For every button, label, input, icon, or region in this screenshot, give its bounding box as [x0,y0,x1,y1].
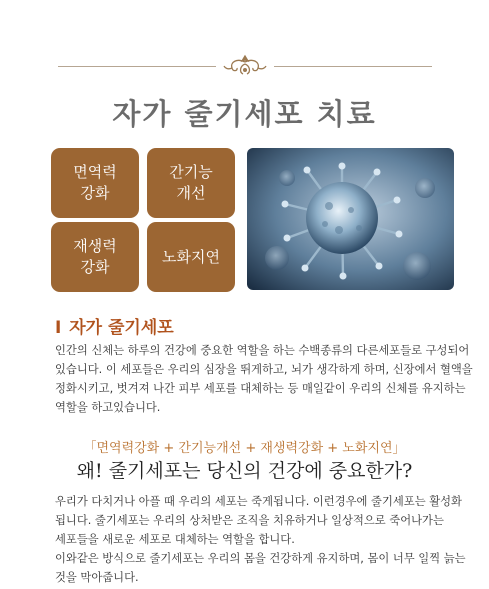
tile-label: 간기능 [169,163,213,181]
body-paragraph [55,492,466,587]
tile-label: 개선 [176,184,206,202]
tile-label: 면역력 [73,163,117,181]
paragraph-line: 것을 막아줍니다. [55,571,139,584]
tile-label: 재생력 [73,237,117,255]
ornament-line-right [274,66,432,67]
benefits-tagline: 「면역력강화 + 간기능개선 + 재생력강화 + 노화지연」 [83,441,406,456]
tile-label: 강화 [80,258,110,276]
floral-ornament-icon [222,52,268,80]
tile-immunity [51,148,139,218]
tile-label: 노화지연 [162,247,220,266]
paragraph-line: 인간의 신체는 하루의 건강에 중요한 역할을 하는 수백종류의 다른세포들로 구성되어 [55,344,470,357]
paragraph-line: 이와같은 방식으로 줄기세포는 우리의 몸을 건강하게 유지하며, 몸이 너무 일찍 늙는 [55,552,466,565]
paragraph-line: 역할을 하고있습니다. [55,401,161,414]
ornament-line-left [58,66,216,67]
paragraph-line: 됩니다. 줄기세포는 우리의 상처받은 조직을 치유하거나 일상적으로 죽어나가는 [55,514,444,527]
page-title: 자가 줄기세포 치료 [112,97,377,131]
section-title-text: 자가 줄기세포 [69,318,174,338]
virus-cell-image [247,148,454,290]
tile-anti-aging [147,222,235,292]
paragraph-line: 정화시키고, 벗겨져 나간 피부 세포를 대체하는 등 매일같이 우리의 신체를 유지하는 [55,382,466,395]
question-headline: 왜! 줄기세포는 당신의 건강에 중요한가? [76,460,413,482]
tile-liver [147,148,235,218]
paragraph-line: 있습니다. 이 세포들은 우리의 심장을 뛰게하고, 뇌가 생각하게 하며, 신장에서 혈액을 [55,363,473,376]
paragraph-line: 우리가 다치거나 아플 때 우리의 세포는 죽게됩니다. 이런경우에 줄기세포는 활성화 [55,495,462,508]
section-title [55,313,174,338]
tile-regeneration [51,222,139,292]
paragraph-line: 세포들을 새로운 세포로 대체하는 역할을 합니다. [55,533,295,546]
tile-label: 강화 [80,184,110,202]
section-title-bar: I [55,318,62,338]
intro-paragraph [55,341,473,417]
